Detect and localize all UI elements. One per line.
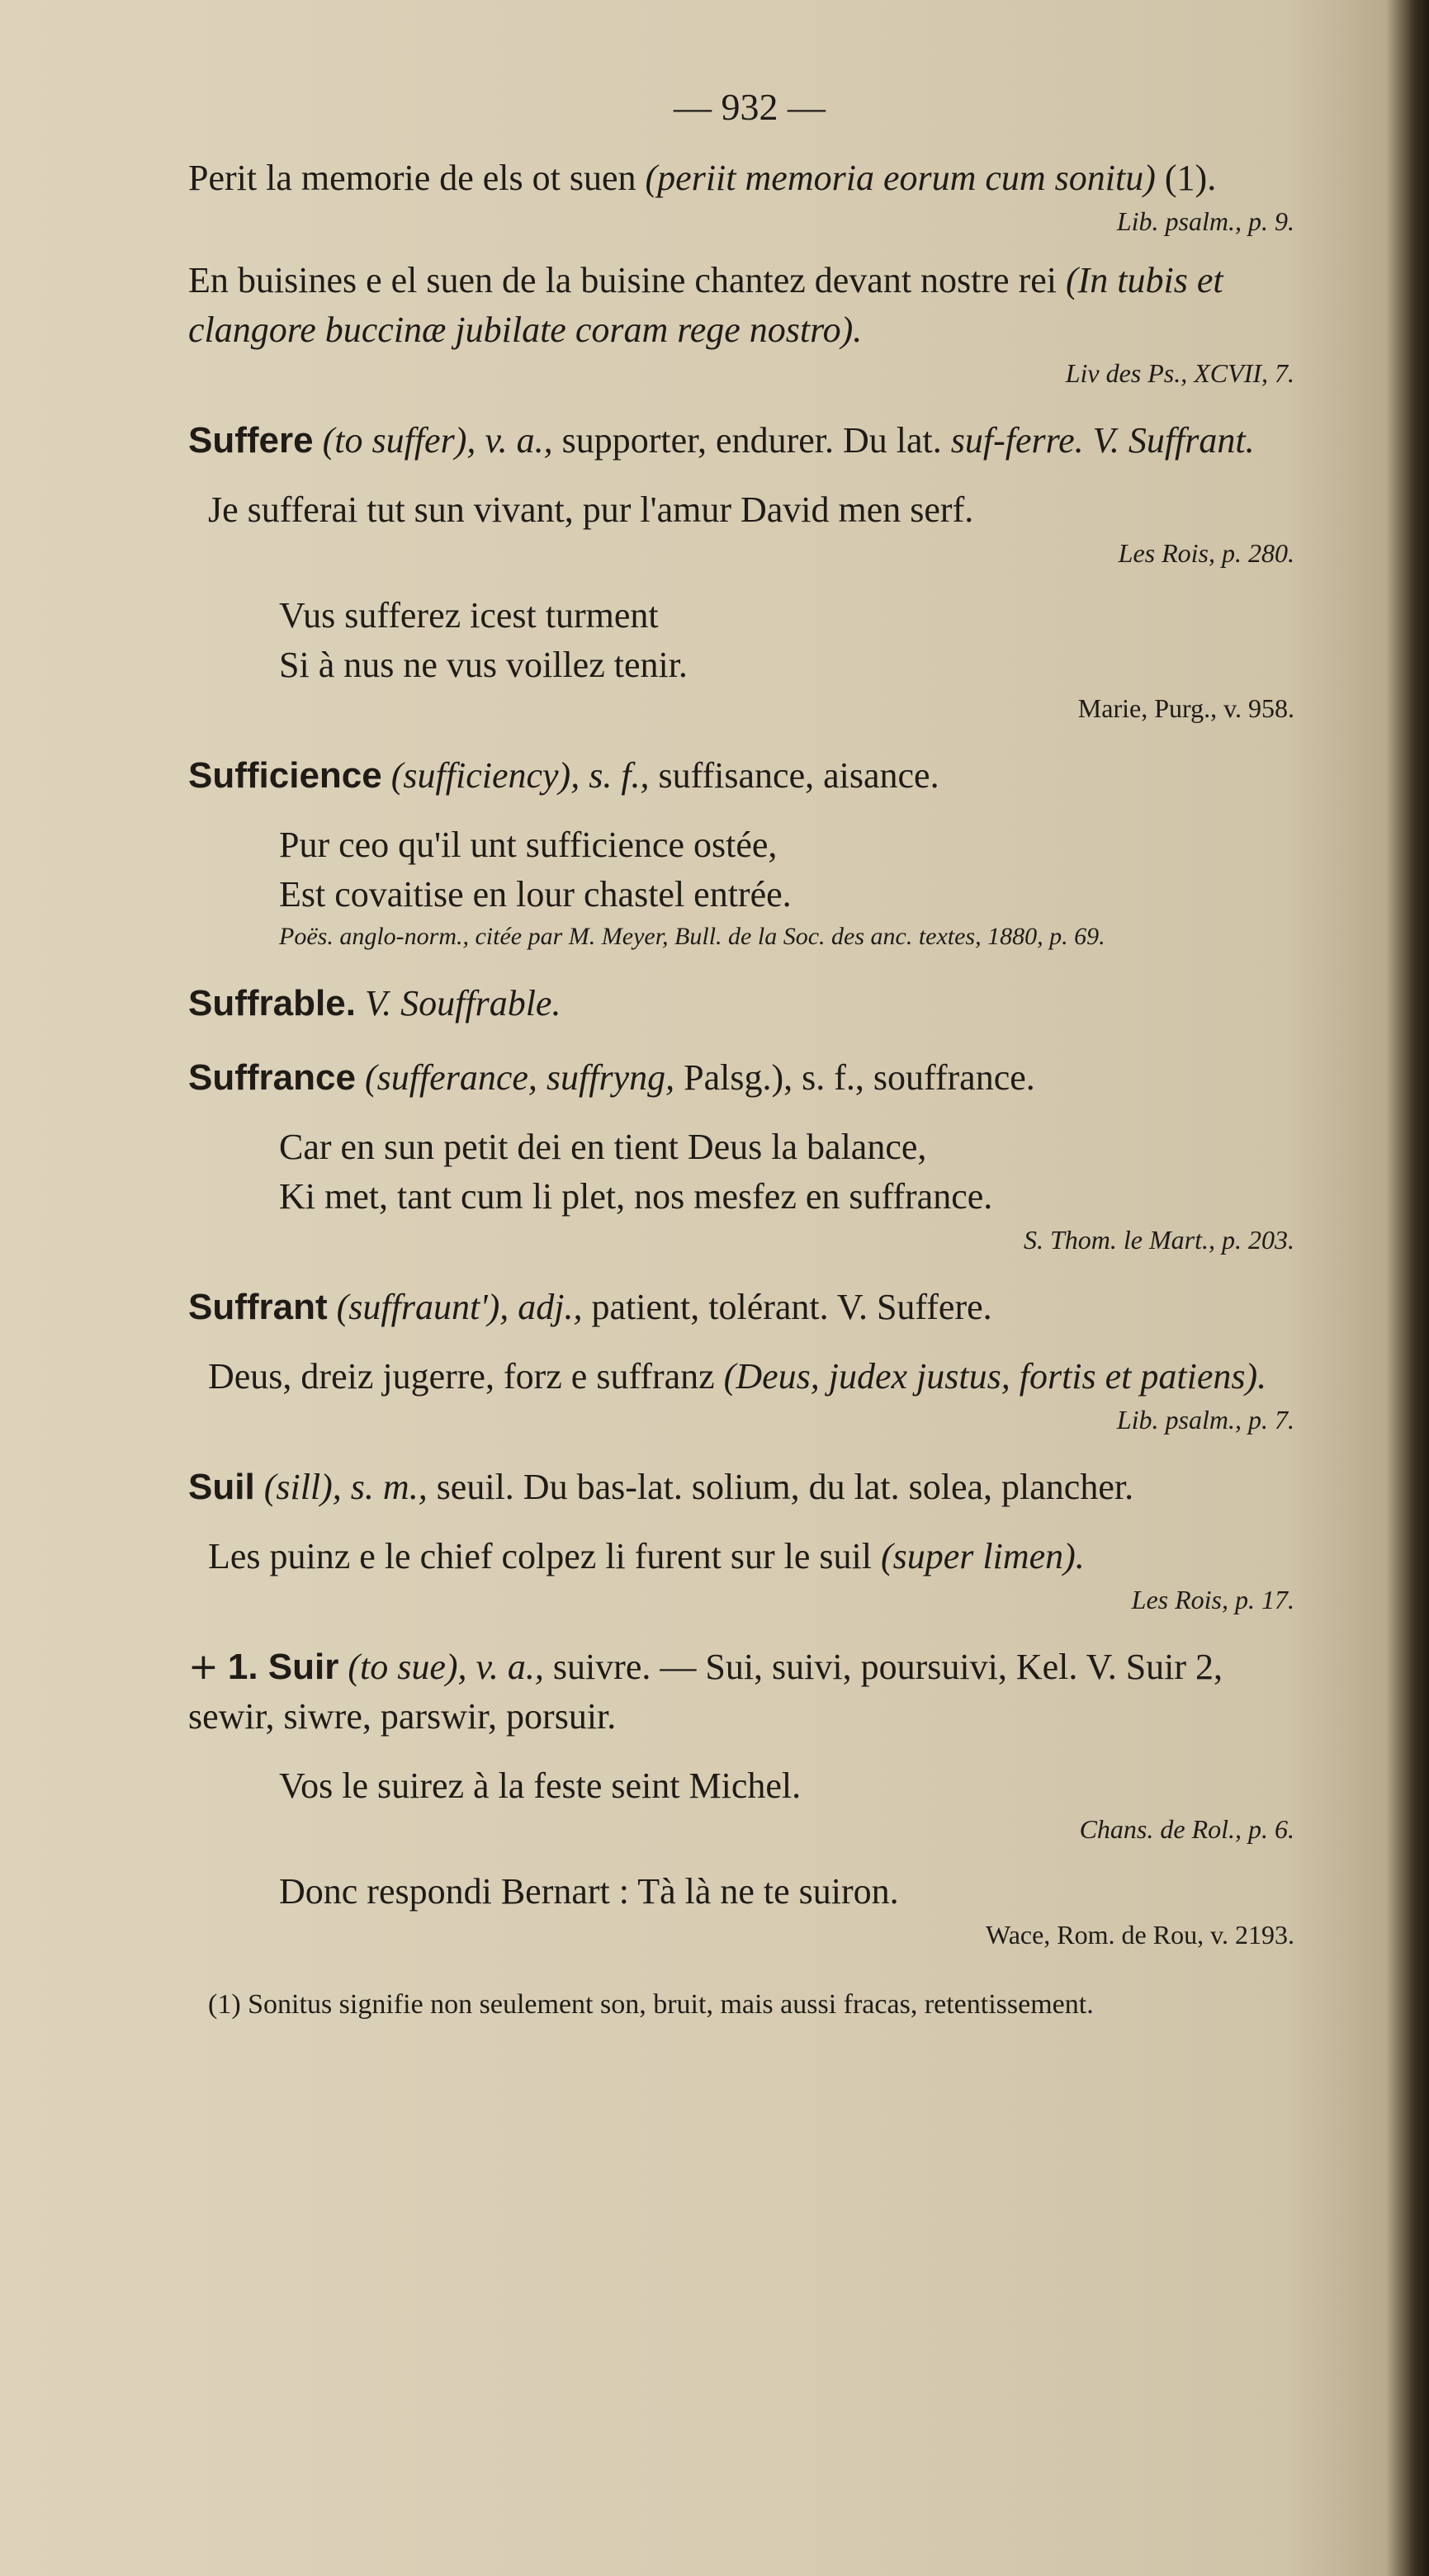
entry-definition: + 1. Suir (to sue), v. a., suivre. — Sui, suivi, poursuivi, Kel. V. Suir 2, sewir, siwre, parswir, porsuir. [188, 1646, 1223, 1737]
entry-quote: Perit la memorie de els ot suen (periit memoria eorum cum sonitu) (1). [188, 158, 1217, 198]
verse-block: Car en sun petit dei en tient Deus la balance, Ki met, tant cum li plet, nos mesfez en suffrance. [279, 1127, 993, 1217]
entry-perit [188, 154, 1311, 391]
entry-quote: En buisines e el suen de la buisine chantez devant nostre rei (In tubis et clangore buccinæ jubilate coram rege nostro). [188, 260, 1223, 350]
headword: Suil [188, 1467, 255, 1507]
page-number: — 932 — [674, 86, 826, 128]
citation-source: Les Rois, p. 280. [1118, 538, 1294, 568]
page-content [188, 83, 1311, 2024]
entry-quote: Je sufferai tut sun vivant, pur l'amur David men serf. [208, 489, 974, 530]
entry-definition: Suffrable. V. Souffrable. [188, 983, 561, 1023]
footnote: (1) Sonitus signifie non seulement son, bruit, mais aussi fracas, retentissement. [208, 1989, 1094, 2020]
entry-quote: Deus, dreiz jugerre, forz e suffranz (Deus, judex justus, fortis et patiens). [208, 1356, 1267, 1397]
verse-block: Pur ceo qu'il unt sufficience ostée, Est covaitise en lour chastel entrée. [279, 825, 792, 915]
verse-block: Vus sufferez icest turment Si à nus ne vus voillez tenir. [279, 595, 688, 685]
entry-sufficience [188, 751, 1311, 954]
entry-suffere [188, 416, 1311, 726]
citation-source: Lib. psalm., p. 7. [1116, 1405, 1294, 1435]
entry-definition: Suffere (to suffer), v. a., supporter, endurer. Du lat. suf-ferre. V. Suffrant. [188, 420, 1255, 461]
citation-source: Marie, Purg., v. 958. [1077, 693, 1294, 723]
citation-source: Poës. anglo-norm., citée par M. Meyer, Bull. de la Soc. des anc. textes, 1880, p. 69. [279, 923, 1105, 950]
entry-suir [188, 1642, 1311, 1953]
entry-suffrance [188, 1053, 1311, 1258]
headword: Suffrant [188, 1287, 328, 1327]
headword: Suffrable. [188, 983, 356, 1023]
entry-definition: Suffrant (suffraunt'), adj., patient, tolérant. V. Suffere. [188, 1287, 992, 1327]
cross-symbol: + [188, 1646, 219, 1688]
citation-source: Chans. de Rol., p. 6. [1079, 1814, 1294, 1844]
entry-definition: Suffrance (sufferance, suffryng, Palsg.), s. f., souffrance. [188, 1057, 1035, 1098]
headword: Suffrance [188, 1057, 356, 1098]
entry-definition: Sufficience (sufficiency), s. f., suffisance, aisance. [188, 755, 939, 796]
entry-quote: Les puinz e le chief colpez li furent sur le suil (super limen). [208, 1536, 1085, 1576]
entry-suffrable [188, 979, 1311, 1028]
citation-source: Liv des Ps., XCVII, 7. [1065, 358, 1294, 388]
headword: 1. Suir [227, 1647, 339, 1687]
citation-source: Les Rois, p. 17. [1131, 1585, 1294, 1614]
headword: Suffere [188, 420, 314, 461]
citation-source: Wace, Rom. de Rou, v. 2193. [986, 1920, 1294, 1950]
citation-source: S. Thom. le Mart., p. 203. [1024, 1225, 1294, 1255]
entry-suffrant [188, 1283, 1311, 1438]
citation-source: Lib. psalm., p. 9. [1116, 206, 1294, 236]
verse-line: Donc respondi Bernart : Tà là ne te suiron. [279, 1871, 899, 1912]
entry-definition: Suil (sill), s. m., seuil. Du bas-lat. solium, du lat. solea, plancher. [188, 1467, 1134, 1507]
entry-suil [188, 1463, 1311, 1618]
verse-line: Vos le suirez à la feste seint Michel. [279, 1765, 802, 1806]
headword: Sufficience [188, 755, 382, 796]
